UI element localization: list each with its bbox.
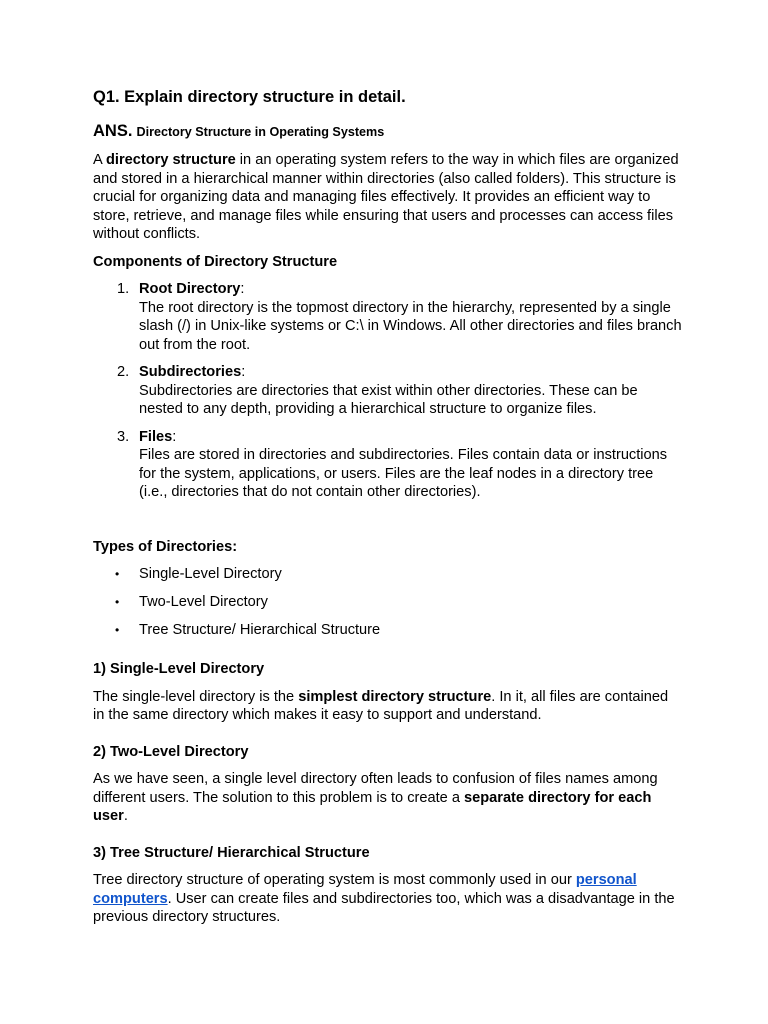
spacer	[93, 734, 683, 743]
types-list	[93, 565, 683, 640]
section-heading-tree: 3) Tree Structure/ Hierarchical Structure	[93, 844, 370, 861]
type-label: Single-Level Directory	[139, 566, 282, 582]
personal-computers-link[interactable]: personal computers	[93, 872, 637, 907]
section-text: .	[123, 808, 128, 824]
type-label: Two-Level Directory	[139, 594, 268, 610]
section-heading-two-level: 2) Two-Level Directory	[93, 743, 249, 760]
component-item	[117, 280, 683, 354]
question-title: Q1. Explain directory structure in detail.	[93, 88, 406, 106]
bullet-icon: •	[115, 623, 120, 637]
intro-bold-term: directory structure	[105, 152, 236, 168]
section-paragraph-single-level	[93, 688, 683, 725]
component-term: Root Directory	[139, 281, 241, 297]
components-list	[93, 280, 683, 502]
section-bold: separate directory for each user	[93, 789, 652, 824]
document-page	[93, 86, 683, 936]
section-paragraph-two-level	[93, 770, 683, 826]
section-text: Tree directory structure of operating system is most commonly used in our	[93, 872, 576, 888]
answer-subtitle: Directory Structure in Operating Systems	[136, 125, 385, 139]
component-number: 3.	[117, 428, 130, 445]
section-heading-single-level: 1) Single-Level Directory	[93, 661, 265, 677]
spacer	[93, 649, 683, 660]
component-number: 2.	[117, 364, 130, 380]
answer-heading	[93, 120, 683, 143]
component-colon: :	[172, 428, 177, 445]
component-number: 1.	[117, 281, 130, 297]
component-item	[117, 428, 683, 502]
list-item	[115, 621, 683, 640]
intro-paragraph	[93, 151, 683, 244]
section-text: The single-level directory is the	[93, 688, 299, 705]
component-item	[117, 363, 683, 419]
list-item	[115, 565, 683, 584]
intro-text-2: in an operating system refers to the way in which files are organized and stored in a hierarchical manner within directories (also called folders). This structure is crucial for organizing data and managing files effectively. It provides an efficient way to store, retrieve, and manage files while ensuring that users and processes can access files without conflicts.	[93, 152, 679, 242]
component-description: The root directory is the topmost directory in the hierarchy, represented by a single slash (/) in Unix-like systems or C:\ in Windows. All other directories and files branch out from the root.	[139, 299, 682, 353]
component-colon: :	[240, 281, 245, 297]
types-heading: Types of Directories:	[93, 538, 238, 555]
component-description: Files are stored in directories and subdirectories. Files contain data or instructions for the system, applications, or users. Files are the leaf nodes in a directory tree (i.e., directories that do not contain other directories).	[139, 447, 668, 500]
section-text: . User can create files and subdirectories too, which was a disadvantage in the previous directory structures.	[93, 890, 675, 925]
component-colon: :	[241, 364, 246, 380]
component-description: Subdirectories are directories that exist within other directories. These can be nested to any depth, providing a hierarchical structure to organize files.	[139, 382, 638, 417]
intro-text-1: A	[93, 152, 106, 168]
spacer	[93, 835, 683, 844]
spacer	[93, 511, 683, 538]
answer-label: ANS.	[93, 122, 133, 140]
section-paragraph-tree	[93, 871, 683, 927]
component-term: Files	[139, 428, 173, 445]
component-term: Subdirectories	[139, 364, 242, 380]
section-bold: simplest directory structure	[298, 688, 492, 705]
section-text: As we have seen, a single level directory often leads to confusion of files names among different users. The solution to this problem is to create a	[93, 771, 658, 806]
section-text: . In it, all files are contained in the same directory which makes it easy to support and understand.	[93, 688, 669, 723]
bullet-icon: •	[115, 567, 120, 581]
list-item	[115, 593, 683, 612]
type-label: Tree Structure/ Hierarchical Structure	[139, 622, 381, 638]
bullet-icon: •	[115, 595, 120, 609]
components-heading: Components of Directory Structure	[93, 253, 338, 270]
